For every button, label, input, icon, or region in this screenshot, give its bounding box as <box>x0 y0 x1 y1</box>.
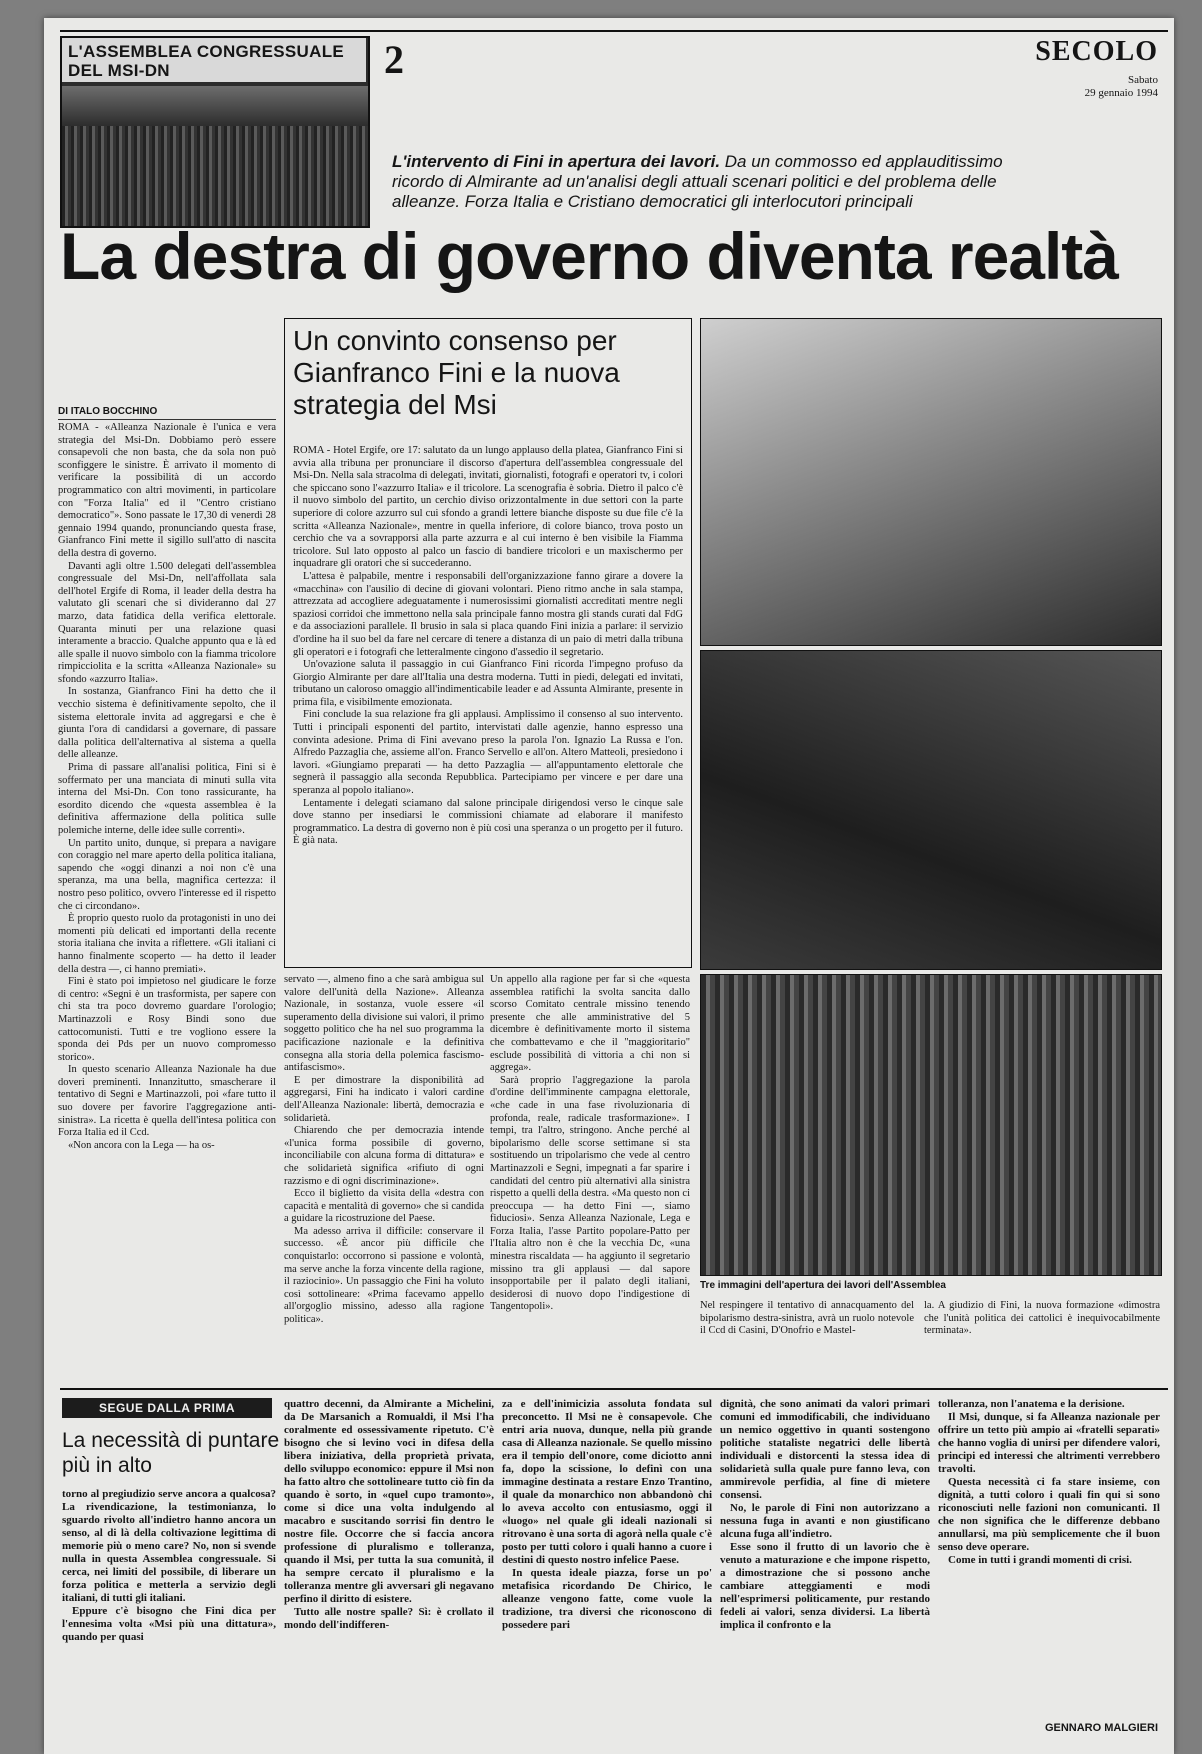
segue-column-2 <box>284 1398 494 1738</box>
photo-fini-with-photographers <box>700 650 1162 970</box>
paragraph: Ecco il biglietto da visita della «destra con capacità e mentalità di governo» che si candida a guidare la ricostruzione del Paese. <box>284 1188 484 1225</box>
paragraph: Davanti agli oltre 1.500 delegati dell'assemblea congressuale del Msi-Dn, nell'affollata sala dell'hotel Ergife di Roma, il leader della destra ha valutato gli scenari che si divideranno dal 27 marzo, data fatidica della verifica elettorale. Quaranta minuti per una relazione quasi interamente a braccio. Qualche appunto qua e là ed alle spalle il nuovo simbolo con la fiamma tricolore rimpicciolita e la scritta «Alleanza Nazionale» su sfondo «azzurro Italia». <box>58 560 276 685</box>
header-rule <box>60 30 1168 32</box>
assembly-crowd-photo <box>62 86 368 226</box>
sidebar-article-body <box>293 445 683 959</box>
section-kicker: L'ASSEMBLEA CONGRESSUALE DEL MSI-DN <box>62 38 366 82</box>
paragraph: Eppure c'è bisogno che Fini dica per l'ennesima volta «Msi più una dittatura», quando per quasi <box>62 1605 276 1643</box>
paragraph: «Non ancora con la Lega — ha os- <box>68 1139 215 1151</box>
paragraph: Un'ovazione saluta il passaggio in cui Gianfranco Fini ricorda l'impegno profuso da Giorgio Almirante per dare all'Italia una destra moderna. Tutti in piedi, delegati ed invitati, tributano un caloroso omaggio all'indimenticabile leader e ad Assunta Almirante, presente in prima fila, e visibilmente emozionata. <box>293 659 683 708</box>
newspaper-page <box>44 18 1174 1754</box>
paragraph: Ma adesso arriva il difficile: conservare il successo. «È ancor più difficile che conquistarlo: occorrono si passione e volontà, ma serve anche la forza vincente della ragione, il raziocinio». Un passaggio che Fini ha voluto così sottolineare: «Prima facevamo appello all'orgoglio missino, adesso alla ragione politica». <box>284 1225 484 1326</box>
paragraph: Fini conclude la sua relazione fra gli applausi. Amplissimo il consenso al suo intervento. Tutti i principali esponenti del partito, intervistati dalle agenzie, hanno espresso una convinta adesione. Prima di Fini avevano preso la parola l'on. Ignazio La Russa e l'on. Alfredo Pazzaglia che, assieme all'on. Franco Servello e all'on. Altero Matteoli, presiedono i lavori. «Giungiamo preparati — ha detto Pazzaglia — all'appuntamento elettorale che segnerà il passaggio alla seconda Repubblica. Partecipiamo per vincere e per dare una speranza al popolo italiano». <box>293 709 683 797</box>
photo-caption: Tre immagini dell'apertura dei lavori dell'Assemblea <box>700 1280 946 1291</box>
article1-column-3 <box>490 974 690 1380</box>
paragraph: Sarà proprio l'aggregazione la parola d'ordine dell'imminente campagna elettorale, «che cade in una fase rivoluzionaria di profonda, reale, radicale trasformazione». I tempi, tra l'altro, stringono. Anche perché al bipolarismo delle scorse settimane si sta sostituendo un tripolarismo che vede al centro Martinazzoli e Segni, impegnati a far sparire i candidati del centro più alternativi alla sinistra rispetto a quelli della destra. «Ma questo non ci preoccupa — ha detto Fini —, siamo fiduciosi». Senza Alleanza Nazionale, Lega e Forza Italia, l'asse Partito popolare-Patto per l'Italia altro non è che la vecchia Dc, «una minestra riscaldata — ha aggiunto il segretario missino tra gli applausi — dal sapore insopportabile per il palato degli italiani, desiderosi di nuovo dopo l'indigestione di Tangentopoli». <box>490 1074 690 1313</box>
paragraph: ROMA - Hotel Ergife, ore 17: salutato da un lungo applauso della platea, Gianfranco Fini si avvia alla tribuna per pronunciare il discorso d'apertura dell'assemblea congressuale del Msi-Dn. Nella sala stracolma di delegati, invitati, giornalisti, fotografi e operatori tv, i colori che spiccano sono l'«azzurro Italia» e il tricolore. La scenografia è sobria. Dietro il palco c'è il nuovo simbolo del partito, un cerchio diviso orizzontalmente in due settori con la parte superiore di colore azzurro sul cui sfondo a grandi lettere bianche disposte su due file c'è la scritta «Alleanza Nazionale», mentre in quella inferiore, di colore bianco, trova posto un cerchio che va a sovrapporsi alla parte azzurra e al cui interno è ben visibile la Fiamma tricolore. Sul lato opposto al palco un fascio di bandiere tricolori e un maxischermo per inquadrare gli oratori che si succederanno. <box>293 445 683 570</box>
paragraph: Chiarendo che per democrazia intende «l'unica forma possibile di governo, inconciliabile con alcuna forma di dittatura» e che solidarietà significa «rifiuto di ogni razzismo e di ogni discriminazione». <box>284 1125 484 1187</box>
main-headline: La destra di governo diventa realtà <box>60 219 1118 293</box>
paragraph: quattro decenni, da Almirante a Michelini, da De Marsanich a Romualdi, il Msi l'ha coralmente ed ossessivamente ripetuto. C'è bisogno che si levino voci in difesa della libera iniziativa, della proprietà privata, dello sviluppo economico: eppure il Msi non ha fatto altro che sottolineare tutto ciò fin da quando è sorto, in «quel cupo tramonto», come si dice una volta indulgendo al macabro e suscitando sorrisi fin dentro le nostre file. Occorre che si faccia ancora professione di pluralismo e tolleranza, quando il Msi, per tutta la sua comunità, il ha sempre cercato il pluralismo e la tolleranza mentre gli avversari gli negavano perfino il diritto di esistere. <box>284 1398 494 1605</box>
paragraph: Nel respingere il tentativo di annacquamento del bipolarismo destra-sinistra, avrà un ruolo notevole il Ccd di Casini, D'Onofrio e Mastel- <box>700 1300 914 1337</box>
paragraph: Il Msi, dunque, si fa Alleanza nazionale per offrire un tetto più ampio ai «fratelli separati» che hanno voglia di unirsi per difendere valori, principi ed interessi che altrimenti verrebbero travolti. <box>938 1411 1160 1475</box>
article1-column-4 <box>700 1300 914 1380</box>
paragraph: In questo scenario Alleanza Nazionale ha due doveri preminenti. Innanzitutto, smascherare il tentativo di Segni e Martinazzoli, poi «fare tutto il suo dovere per favorire l'aggregazione anti-sinistra». La ricetta è quella dell'intesa politica con Forza Italia ed il Ccd. <box>58 1064 276 1139</box>
paragraph: No, le parole di Fini non autorizzano a nessuna fuga in avanti e non giustificano alcuna fuga all'indietro. <box>720 1502 930 1540</box>
paragraph: E per dimostrare la disponibilità ad aggregarsi, Fini ha indicato i valori cardine dell'Alleanza Nazionale: libertà, democrazia e solidarietà. <box>284 1074 484 1124</box>
paragraph: za e dell'inimicizia assoluta fondata sul preconcetto. Il Msi ne è consapevole. Che entri aria nuova, dunque, nella più grande casa di Alleanza nazionale. Se quello missino era il tempio dell'onore, come diciotto anni fa, dopo la scissione, lo definì con una immagine destinata a restare Enzo Trantino, il quale da monarchico non abbandonò chi lo aveva accolto con entusiasmo, oggi il «luogo» nel quale gli ideali nazionali si ritrovano è una sorta di agorà nella quale c'è posto per tutti coloro i quali hanno a cuore i destini di questo nostro infelice Paese. <box>502 1398 712 1566</box>
paragraph: Come in tutti i grandi momenti di crisi. <box>948 1554 1132 1566</box>
segue-title: La necessità di puntare più in alto <box>62 1429 280 1477</box>
photo-audience-front-row <box>700 974 1162 1276</box>
section-separator <box>60 1388 1168 1390</box>
segue-column-5 <box>938 1398 1160 1716</box>
paragraph: Questa necessità ci fa stare insieme, con dignità, a tutti coloro i quali fin qui si sono riconosciuti nelle fazioni non comunicanti. Il che non significa che le differenze debbano annullarsi, ma più semplicemente che il buon senso deve operare. <box>938 1476 1160 1553</box>
masthead: SECOLO <box>1035 36 1158 67</box>
page-number: 2 <box>384 37 404 82</box>
paragraph: Tutto alle nostre spalle? Sì: è crollato il mondo dell'indifferen- <box>284 1606 494 1631</box>
byline: DI ITALO BOCCHINO <box>58 406 276 420</box>
paragraph: servato —, almeno fino a che sarà ambigua sul valore dell'unità della Nazione». Alleanza Nazionale, in sostanza, vuole essere «il superamento della divisione sui valori, il primo soggetto politico che ha nel suo programma la pacificazione nazionale e la definitiva consegna alla storia della polemica fascismo-antifascismo». <box>284 974 484 1074</box>
paragraph: torno al pregiudizio serve ancora a qualcosa? La rivendicazione, la testimonianza, lo sguardo rivolto all'indietro hanno ancora un senso, al di là della coltivazione legittima di memorie più o meno care? No, non si svende nulla in questa Assemblea congressuale. Si cerca, nei limiti del possibile, di liberare un forza politica e metterla a servizio degli italiani, di tutti gli italiani. <box>62 1488 276 1604</box>
sidebar-article-title: Un convinto consenso per Gianfranco Fini e la nuova strategia del Msi <box>293 325 620 420</box>
paragraph: Prima di passare all'analisi politica, Fini si è soffermato per una manciata di minuti sulla vita interna del Msi-Dn. Con tono rassicurante, ha esordito dicendo che «questa assemblea è la definitiva affermazione della politica sulle polemiche interne, delle idee sulle correnti». <box>58 762 276 836</box>
segue-label: SEGUE DALLA PRIMA <box>62 1398 272 1418</box>
summary-deck <box>392 152 1012 212</box>
segue-column-3 <box>502 1398 712 1738</box>
dateline-day: Sabato <box>1128 74 1158 86</box>
article1-column-1 <box>58 422 276 1380</box>
article1-column-2 <box>284 974 484 1380</box>
paragraph: In sostanza, Gianfranco Fini ha detto che il vecchio sistema è definitivamente sepolto, che il sistema elettorale invita ad aggregarsi e che è giunta l'ora di candidarsi a governare, di passare dalla politica dell'alternativa al sistema a quella delle alleanze. <box>58 686 276 761</box>
paragraph: L'attesa è palpabile, mentre i responsabili dell'organizzazione fanno girare a dovere la «macchina» con l'ausilio di decine di giovani volontari. Pieno ritmo anche in sala stampa, attrezzata ad accogliere adeguatamente i numerosissimi giornalisti accreditati mentre negli spaziosi corridoi che immettono nella sala principale fanno mostra gli stands curati dal FdG e da associazioni parallele. Il brusio in sala si placa quando Fini inizia a parlare: il servizio d'ordine ha il suo bel da fare nel cercare di tenere a distanza di un paio di metri dalla tribuna gli operatori e i fotografi che letteralmente cingono d'assedio il segretario. <box>293 570 683 658</box>
author-signature: GENNARO MALGIERI <box>1044 1722 1158 1734</box>
paragraph: Un partito unito, dunque, si prepara a navigare con coraggio nel mare aperto della politica italiana, sapendo che «oggi dinanzi a noi non c'è una speranza, ma una bella, magnifica certezza: il nostro peso politico, ovvero l'interesse ed il rispetto che ci circondano». <box>58 837 276 912</box>
summary-lead: L'intervento di Fini in apertura dei lavori. <box>392 152 721 171</box>
paragraph: Fini è stato poi impietoso nel giudicare le forze di centro: «Segni è un trasformista, per sapere con chi sta tra poco dovremo guardare l'orologio; Martinazzoli e Rosy Bindi sono due cattocomunisti. Tutti e tre vogliono essere la sponda dei Pds per un nuovo compromesso storico». <box>58 976 276 1063</box>
paragraph: Un appello alla ragione per far sì che «questa assemblea ratifichi la svolta sancita dallo scorso Comitato centrale missino tenendo presente che alle amministrative del 5 dicembre è definitivamente morto il sistema che combattevamo e che il "maggioritario" esclude possibilità di vittoria a chi non si aggrega». <box>490 974 690 1074</box>
photo-fini-at-podium <box>700 318 1162 646</box>
segue-column-1 <box>62 1488 276 1738</box>
kicker-photo-box <box>60 36 370 228</box>
paragraph: È proprio questo ruolo da protagonisti in uno dei momenti più delicati ed importanti della recente storia italiana che invita a riflettere. «Gli italiani ci hanno finalmente scoperto — ha detto il leader della destra —, ci hanno premiati». <box>58 913 276 975</box>
paragraph: la. A giudizio di Fini, la nuova formazione «dimostra che l'unità politica dei cattolici è inequivocabilmente terminata». <box>924 1300 1160 1337</box>
dateline-date: 29 gennaio 1994 <box>1084 87 1158 99</box>
paragraph: dignità, che sono animati da valori primari comuni ed immodificabili, che individuano un nemico oggettivo in quanti sostengono politiche stataliste negatrici delle libertà individuali e distorcenti la stessa idea di solidarietà sulla quale pure fanno leva, con ammirevole perfidia, al fine di mietere consensi. <box>720 1398 930 1501</box>
paragraph: Esse sono il frutto di un lavorio che è venuto a maturazione e che impone rispetto, a dimostrazione che si possono anche cambiare atteggiamenti e modi nell'esprimersi politicamente, pur restando fedeli ai valori, senza dividersi. La libertà implica il confronto e la <box>720 1541 930 1631</box>
paragraph: Lentamente i delegati sciamano dal salone principale dirigendosi verso le cinque sale dove stanno per insediarsi le commissioni chiamate ad elaborare il manifesto programmatico. La destra di governo non è più così una speranza o un progetto per il futuro. È già nata. <box>293 797 683 847</box>
paragraph: ROMA - «Alleanza Nazionale è l'unica e vera strategia del Msi-Dn. Dobbiamo però essere consapevoli che non basta, che da sola non può sconfiggere le sinistre. È arrivato il momento di verificare la possibilità di un accordo programmatico con altri movimenti, in particolare con "Forza Italia" ed il "Centro cristiano democratico"». Sono passate le 17,30 di venerdì 28 gennaio 1994 quando, pronunciando questa frase, Gianfranco Fini mette il sigillo sull'atto di nascita della destra di governo. <box>58 422 276 559</box>
segue-column-4 <box>720 1398 930 1738</box>
summary-text: Da un commosso ed applauditissimo ricordo di Almirante ad un'analisi degli attuali scenari politici e del problema delle alleanze. Forza Italia e Cristiano democratici gli interlocutori principali <box>392 152 1003 211</box>
paragraph: In questa ideale piazza, forse un po' metafisica ricordando De Chirico, le alleanze vengono fatte, come vuole la tradizione, tra diversi che riconoscono di possedere pari <box>502 1567 712 1631</box>
dateline <box>1038 74 1158 100</box>
paragraph: tolleranza, non l'anatema e la derisione. <box>938 1398 1125 1410</box>
article1-column-5 <box>924 1300 1160 1380</box>
sidebar-article-box <box>284 318 692 968</box>
